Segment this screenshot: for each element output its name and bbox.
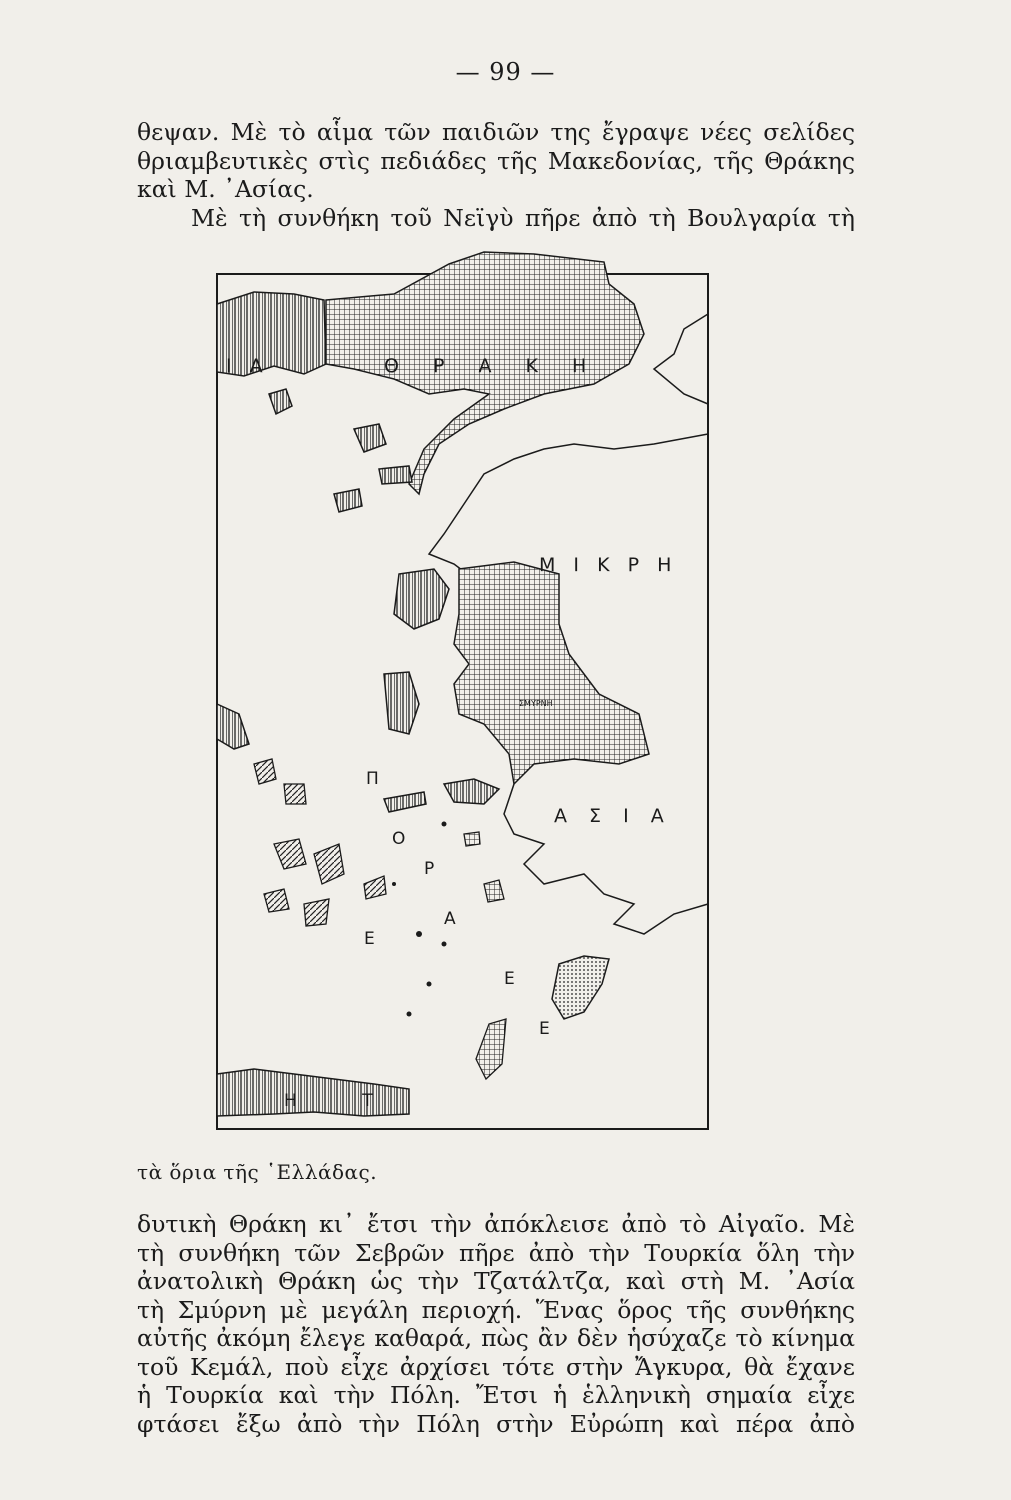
lemnos-island: [354, 424, 386, 452]
ikaria-island: [384, 792, 426, 812]
lesvos-island: [394, 569, 449, 629]
text-line: ἡ Τουρκία καὶ τὴν Πόλη. Ἔτσι ἡ ἑλληνικὴ σημαία εἶχε: [137, 1381, 855, 1409]
cyclades-island: [304, 899, 329, 926]
text-line: αὐτῆς ἀκόμη ἔλεγε καθαρά, πὼς ἂν δὲν ἡσύχαζε τὸ κίνημα: [137, 1324, 855, 1352]
text-line: φτάσει ἔξω ἀπὸ τὴν Πόλη στὴν Εὐρώπη καὶ πέρα ἀπὸ: [137, 1409, 855, 1438]
dodecanese-island: [476, 1019, 506, 1079]
map-figure: [214, 244, 714, 1134]
imbros-island: [334, 489, 362, 512]
dodecanese-island: [464, 832, 480, 846]
paragraph-top: [137, 118, 855, 232]
map-illustration: [214, 244, 714, 1134]
map-label-mikri: Μ Ι Κ Ρ Η: [539, 554, 678, 576]
map-label-smyrni: ΣΜΥΡΝΗ: [519, 699, 553, 708]
cyclades-island: [264, 889, 289, 912]
paragraph-bottom: [137, 1210, 855, 1438]
cyclades-island: [284, 784, 306, 804]
map-caption: τὰ ὅρια τῆς ῾Ελλάδας.: [137, 1160, 378, 1184]
text-line: θριαμβευτικὲς στὶς πεδιάδες τῆς Μακεδονίας, τῆς Θράκης: [137, 146, 855, 175]
map-label-aigaio: Ο: [392, 829, 406, 849]
text-line: Μὲ τὴ συνθήκη τοῦ Νεϊγὺ πῆρε ἀπὸ τὴ Βουλγαρία τὴ: [191, 203, 855, 232]
map-label-asia: Α Σ Ι Α: [554, 805, 672, 827]
map-label-thraki-prefix: Ι Α: [226, 355, 269, 377]
map-label-aigaio: Π: [366, 769, 379, 789]
text-line: ἀνατολικὴ Θράκη ὡς τὴν Τζατάλτζα, καὶ στὴ Μ. ᾿Ασία: [137, 1267, 855, 1295]
map-label-aigaio: Ε: [504, 969, 515, 989]
map-label-aigaio: Ε: [364, 929, 375, 949]
smyrna-zone-region: [454, 562, 649, 784]
cyclades-island: [254, 759, 276, 784]
cyclades-island: [314, 844, 344, 884]
text-line: δυτικὴ Θράκη κι᾿ ἔτσι τὴν ἀπόκλεισε ἀπὸ τὸ Αἰγαῖο. Μὲ: [137, 1210, 855, 1238]
map-label-bottom: Η Τ: [284, 1091, 403, 1111]
text-line: καὶ Μ. ᾿Ασίας.: [137, 175, 314, 203]
text-line: τὴ συνθήκη τῶν Σεβρῶν πῆρε ἀπὸ τὴν Τουρκία ὅλη τὴν: [137, 1238, 855, 1267]
samothrace-island: [379, 466, 412, 484]
text-line: τοῦ Κεμάλ, ποὺ εἶχε ἀρχίσει τότε στὴν Ἄγκυρα, θὰ ἔχανε: [137, 1352, 855, 1381]
text-line: θεψαν. Μὲ τὸ αἷμα τῶν παιδιῶν της ἔγραψε νέες σελίδες: [137, 118, 855, 146]
map-label-aigaio: Ε: [539, 1019, 550, 1039]
rhodes-island: [552, 956, 609, 1019]
chios-island: [384, 672, 419, 734]
cyclades-island: [364, 876, 386, 899]
map-label-thraki: Θ Ρ Α Κ Η: [384, 355, 601, 377]
map-label-aigaio: Α: [444, 909, 456, 929]
thasos-island: [269, 389, 292, 414]
evia-island: [217, 704, 249, 749]
text-line: τὴ Σμύρνη μὲ μεγάλη περιοχή. Ἕνας ὅρος τῆς συνθήκης: [137, 1295, 855, 1324]
map-label-aigaio: Ρ: [424, 859, 435, 879]
dodecanese-island: [484, 880, 504, 902]
samos-island: [444, 779, 499, 804]
cyclades-island: [274, 839, 306, 869]
page-number: — 99 —: [455, 58, 556, 86]
